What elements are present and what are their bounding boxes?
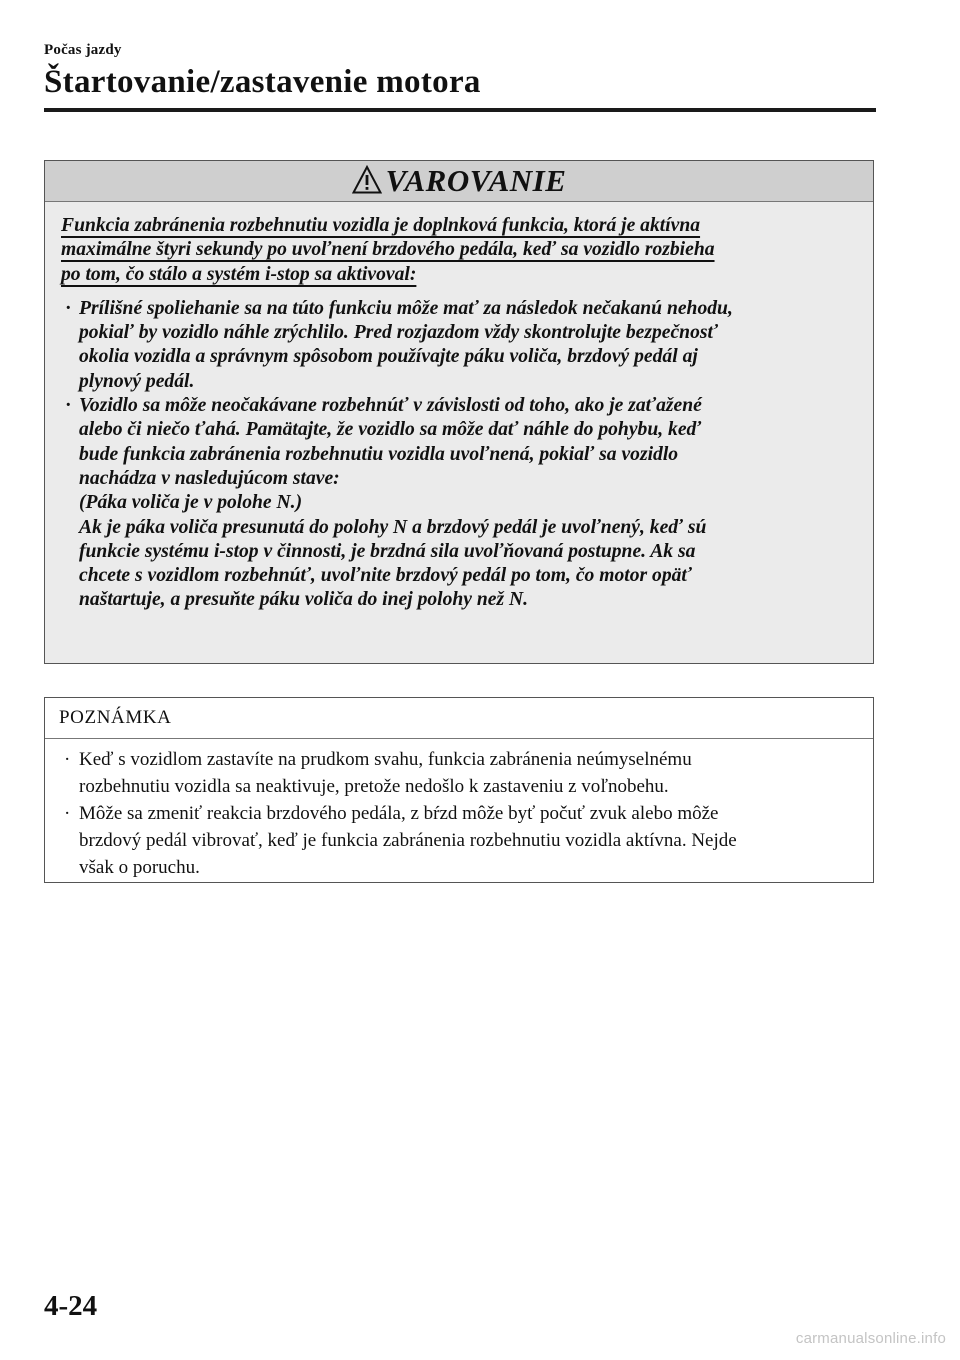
section-label: Počas jazdy [44, 42, 122, 58]
bullet-icon: · [65, 395, 72, 417]
warning-header [45, 161, 873, 202]
warning-item-line: bude funkcia zabránenia rozbehnutiu vozidla uvoľnená, pokiaľ sa vozidlo [79, 443, 679, 465]
note-item [61, 746, 857, 800]
warning-item-line: funkcie systému i-stop v činnosti, je brzdná sila uvoľňovaná postupne. Ak sa [79, 540, 696, 562]
note-box [44, 697, 874, 883]
warning-item-line: plynový pedál. [79, 370, 195, 392]
warning-triangle-icon [352, 165, 382, 195]
warning-item [61, 297, 857, 394]
page-title: Štartovanie/zastavenie motora [44, 64, 481, 100]
warning-item-line: Ak je páka voliča presunutá do polohy N a brzdový pedál je uvoľnený, keď sú [79, 516, 707, 538]
warning-item-line: naštartuje, a presuňte páku voliča do inej polohy než N. [79, 589, 529, 611]
note-header: POZNÁMKA [45, 698, 873, 739]
note-item-line: Môže sa zmeniť reakcia brzdového pedála, z bŕzd môže byť počuť zvuk alebo môže [79, 803, 719, 824]
note-item-line: Keď s vozidlom zastavíte na prudkom svahu, funkcia zabránenia neúmyselnému [79, 749, 692, 770]
warning-item-line: pokiaľ by vozidlo náhle zrýchlilo. Pred rozjazdom vždy skontrolujte bezpečnosť [79, 322, 718, 344]
note-body [45, 739, 873, 881]
warning-item-line: Prílišné spoliehanie sa na túto funkciu môže mať za následok nečakanú nehodu, [79, 297, 733, 319]
warning-intro-line: maximálne štyri sekundy po uvoľnení brzdového pedála, keď sa vozidlo rozbieha [61, 239, 715, 261]
bullet-icon: · [65, 297, 72, 319]
note-item [61, 800, 857, 881]
warning-item-line: okolia vozidla a správnym spôsobom používajte páku voliča, brzdový pedál aj [79, 346, 698, 368]
note-item-line: rozbehnutiu vozidla sa neaktivuje, pretože nedošlo k zastaveniu z voľnobehu. [79, 776, 669, 797]
warning-item-line: Vozidlo sa môže neočakávane rozbehnúť v závislosti od toho, ako je zaťažené [79, 395, 702, 417]
warning-item-line: (Páka voliča je v polohe N.) [79, 492, 303, 514]
warning-item-line: nachádza v nasledujúcom stave: [79, 467, 340, 489]
warning-intro-line: po tom, čo stálo a systém i-stop sa aktivoval: [61, 263, 417, 285]
watermark: carmanualsonline.info [795, 1330, 946, 1347]
warning-list [61, 297, 857, 613]
bullet-icon: · [64, 749, 71, 770]
bullet-icon: · [64, 803, 71, 824]
page-number: 4-24 [44, 1290, 98, 1322]
warning-body [45, 202, 873, 613]
note-item-line: však o poruchu. [79, 857, 200, 878]
warning-intro-line: Funkcia zabránenia rozbehnutiu vozidla je doplnková funkcia, ktorá je aktívna [61, 215, 701, 236]
warning-item [61, 394, 857, 613]
note-item-line: brzdový pedál vibrovať, keď je funkcia zabránenia rozbehnutiu vozidla aktívna. Nejde [79, 830, 737, 851]
warning-item-line: alebo či niečo ťahá. Pamätajte, že vozidlo sa môže dať náhle do pohybu, keď [79, 419, 702, 441]
warning-intro [61, 214, 857, 287]
warning-item-line: chcete s vozidlom rozbehnúť, uvoľnite brzdový pedál po tom, čo motor opäť [79, 565, 692, 587]
title-rule [44, 108, 876, 112]
warning-box [44, 160, 874, 664]
warning-title: VAROVANIE [385, 163, 567, 198]
note-list [61, 746, 857, 881]
